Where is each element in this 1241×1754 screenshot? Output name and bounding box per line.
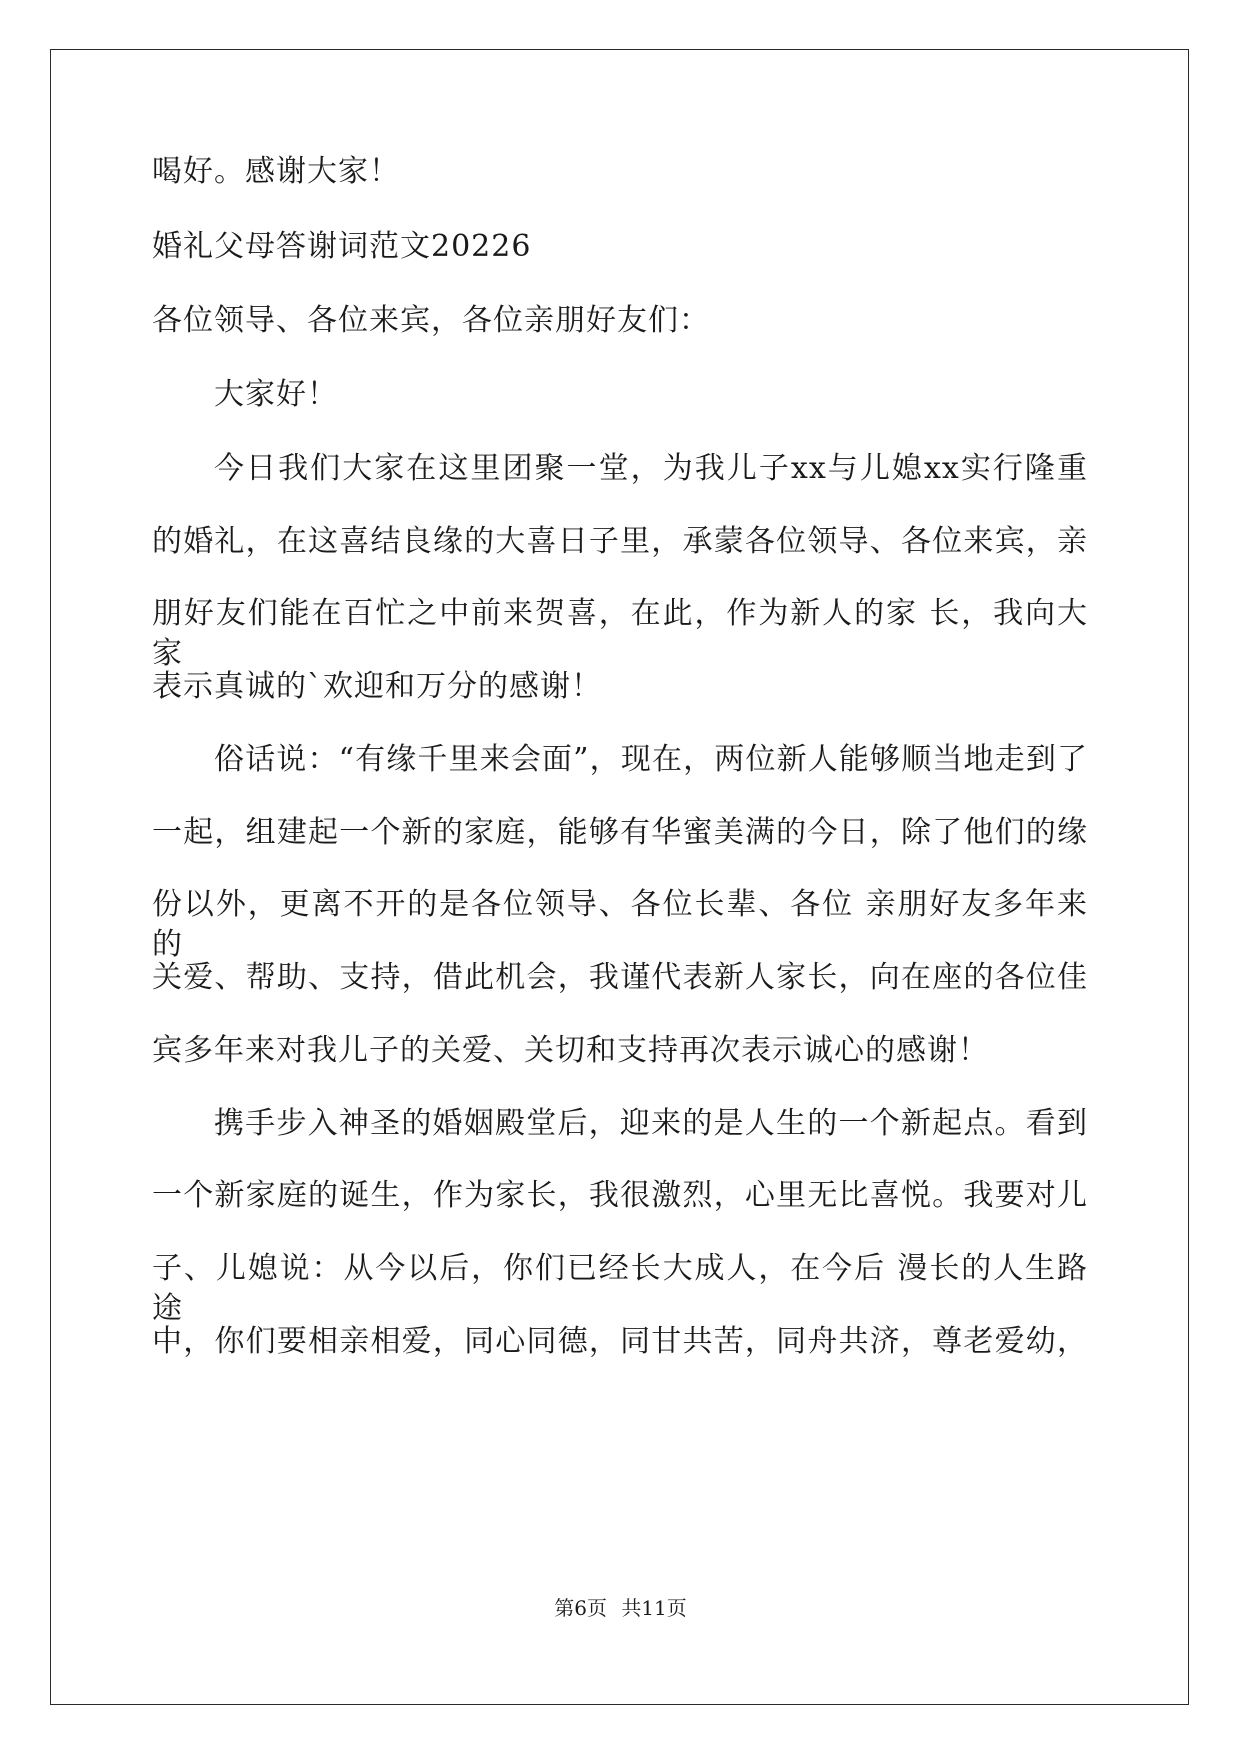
paragraph-line: 朋好友们能在百忙之中前来贺喜，在此，作为新人的家 长，我向大家: [152, 596, 1088, 671]
paragraph-line: 表示真诚的`欢迎和万分的感谢！: [152, 669, 602, 704]
paragraph-line: 子、儿媳说：从今以后，你们已经长大成人，在今后 漫长的人生路途: [152, 1251, 1088, 1326]
paragraph-line: 今日我们大家在这里团聚一堂，为我儿子xx与儿媳xx实行隆重: [214, 451, 1088, 486]
text-line: 喝好。感谢大家！: [152, 154, 400, 189]
page-number: 第6页: [554, 1596, 607, 1620]
paragraph-line: 俗话说：“有缘千里来会面”，现在，两位新人能够顺当地走到了: [214, 742, 1088, 777]
paragraph-line: 携手步入神圣的婚姻殿堂后，迎来的是人生的一个新起点。看到: [214, 1106, 1088, 1141]
page-footer: [0, 1595, 1241, 1621]
paragraph-line: 中，你们要相亲相爱，同心同德，同甘共苦，同舟共济，尊老爱幼，: [152, 1324, 1088, 1359]
paragraph-line: 的婚礼，在这喜结良缘的大喜日子里，承蒙各位领导、各位来宾，亲: [152, 524, 1088, 559]
page-total: 共11页: [621, 1596, 687, 1620]
section-title: 婚礼父母答谢词范文20226: [152, 229, 532, 264]
paragraph-line: 宾多年来对我儿子的关爱、关切和支持再次表示诚心的感谢！: [152, 1033, 989, 1068]
greeting: 大家好！: [214, 377, 338, 412]
paragraph-line: 份以外，更离不开的是各位领导、各位长辈、各位 亲朋好友多年来的: [152, 887, 1088, 962]
salutation: 各位领导、各位来宾，各位亲朋好友们：: [152, 303, 710, 338]
paragraph-line: 一个新家庭的诞生，作为家长，我很激烈，心里无比喜悦。我要对儿: [152, 1178, 1088, 1213]
paragraph-line: 关爱、帮助、支持，借此机会，我谨代表新人家长，向在座的各位佳: [152, 960, 1088, 995]
page-border: [50, 49, 1189, 1705]
paragraph-line: 一起，组建起一个新的家庭，能够有华蜜美满的今日，除了他们的缘: [152, 815, 1088, 850]
